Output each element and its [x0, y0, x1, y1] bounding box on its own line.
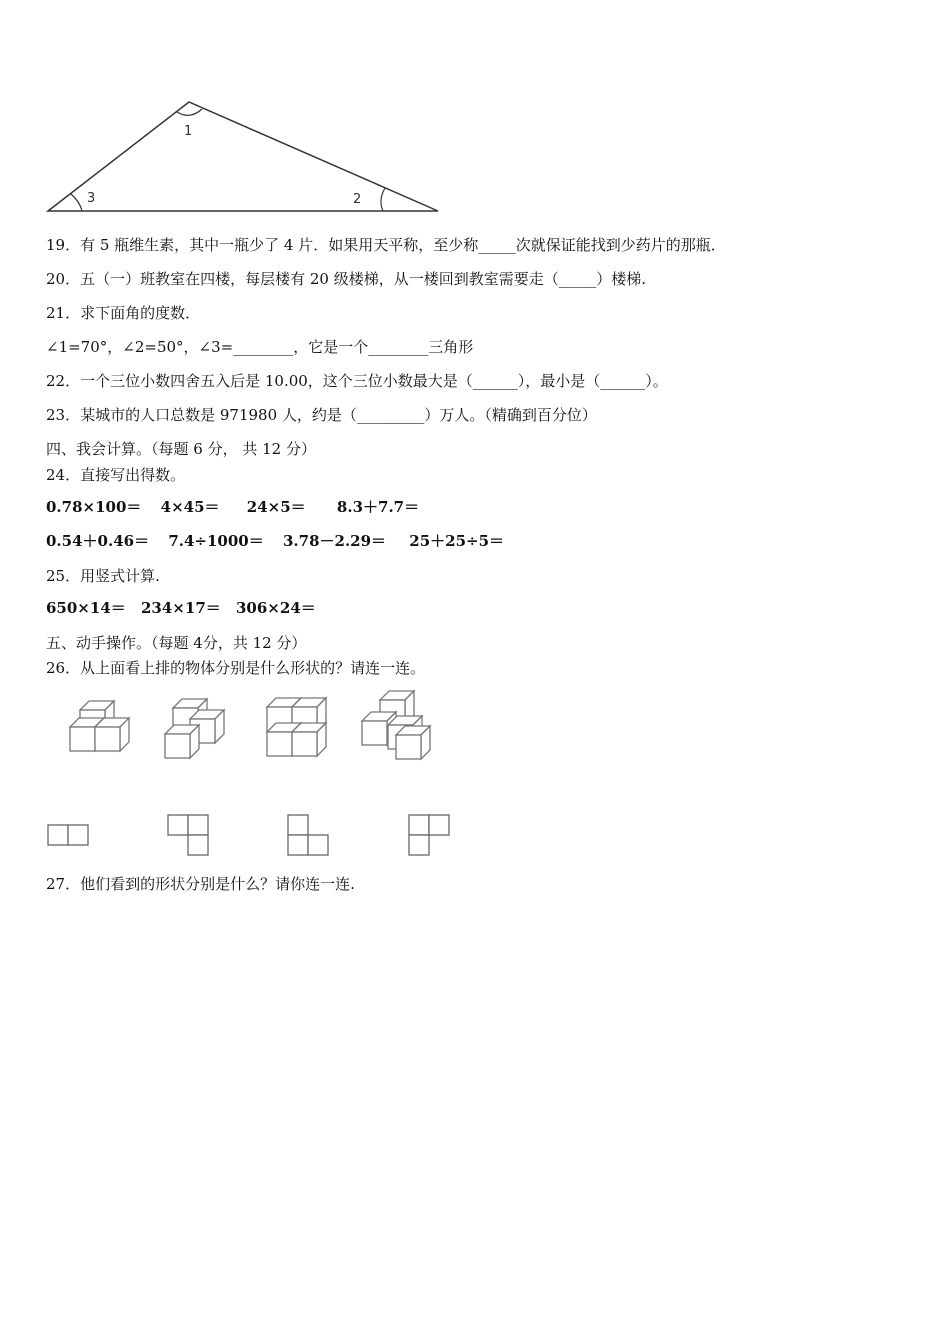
shape-l-left — [409, 815, 449, 855]
question-21: 21．求下面角的度数． — [46, 304, 201, 322]
q24-item: 24×5＝ — [246, 498, 306, 516]
q25-item: 306×24＝ — [236, 599, 316, 617]
solid-a — [70, 701, 129, 751]
question-27: 27．他们看到的形状分别是什么？请你连一连. — [46, 875, 355, 893]
q24-item: 25＋25÷5＝ — [409, 532, 505, 550]
triangle-figure — [0, 0, 950, 230]
angle-3-arc — [71, 194, 82, 211]
q25-row — [46, 598, 316, 618]
solid-b — [165, 699, 224, 758]
question-26: 26．从上面看上排的物体分别是什么形状的？请连一连。 — [46, 659, 426, 677]
q24-row-1 — [46, 497, 419, 517]
q24-item: 4×45＝ — [160, 498, 220, 516]
angle-1-arc — [177, 109, 202, 115]
solid-c — [267, 698, 326, 756]
triangle-shape — [48, 102, 438, 211]
q24-item: 3.78－2.29＝ — [282, 532, 387, 550]
shape-l-bottom — [288, 815, 328, 855]
question-21-angles: ∠1=70°，∠2=50°，∠3=________，它是一个________三角形 — [46, 338, 474, 356]
q25-item: 234×17＝ — [141, 599, 221, 617]
q24-item: 0.78×100＝ — [46, 498, 142, 516]
q24-item: 8.3＋7.7＝ — [336, 498, 420, 516]
question-24: 24．直接写出得数。 — [46, 466, 186, 484]
shape-l-right — [168, 815, 208, 855]
question-25: 25．用竖式计算. — [46, 567, 160, 585]
q25-item: 650×14＝ — [46, 599, 126, 617]
question-23: 23．某城市的人口总数是 971980 人，约是（_________）万人。（精确到百分位） — [46, 406, 597, 424]
top-view-shapes-row — [0, 805, 950, 865]
q24-item: 0.54＋0.46＝ — [46, 532, 150, 550]
cube-solids-row — [0, 680, 950, 770]
question-19: 19．有 5 瓶维生素，其中一瓶少了 4 片．如果用天平称，至少称_____次就保证能找到少药片的那瓶． — [46, 236, 726, 254]
q24-item: 7.4÷1000＝ — [168, 532, 264, 550]
question-22: 22．一个三位小数四舍五入后是 10.00，这个三位小数最大是（______），最小是（______）。 — [46, 372, 668, 390]
question-20: 20．五（一）班教室在四楼，每层楼有 20 级楼梯，从一楼回到教室需要走（_____）楼梯. — [46, 270, 646, 288]
angle-2-label: 2 — [353, 192, 362, 207]
section-4-heading: 四、我会计算。（每题 6 分， 共 12 分） — [46, 440, 316, 458]
solid-d — [362, 691, 430, 759]
angle-3-label: 3 — [87, 191, 96, 206]
shape-two-squares — [48, 825, 88, 845]
angle-1-label: 1 — [184, 124, 193, 139]
q24-row-2 — [46, 531, 504, 551]
section-5-heading: 五、动手操作。（每题 4分，共 12 分） — [46, 634, 307, 652]
angle-2-arc — [381, 188, 385, 211]
